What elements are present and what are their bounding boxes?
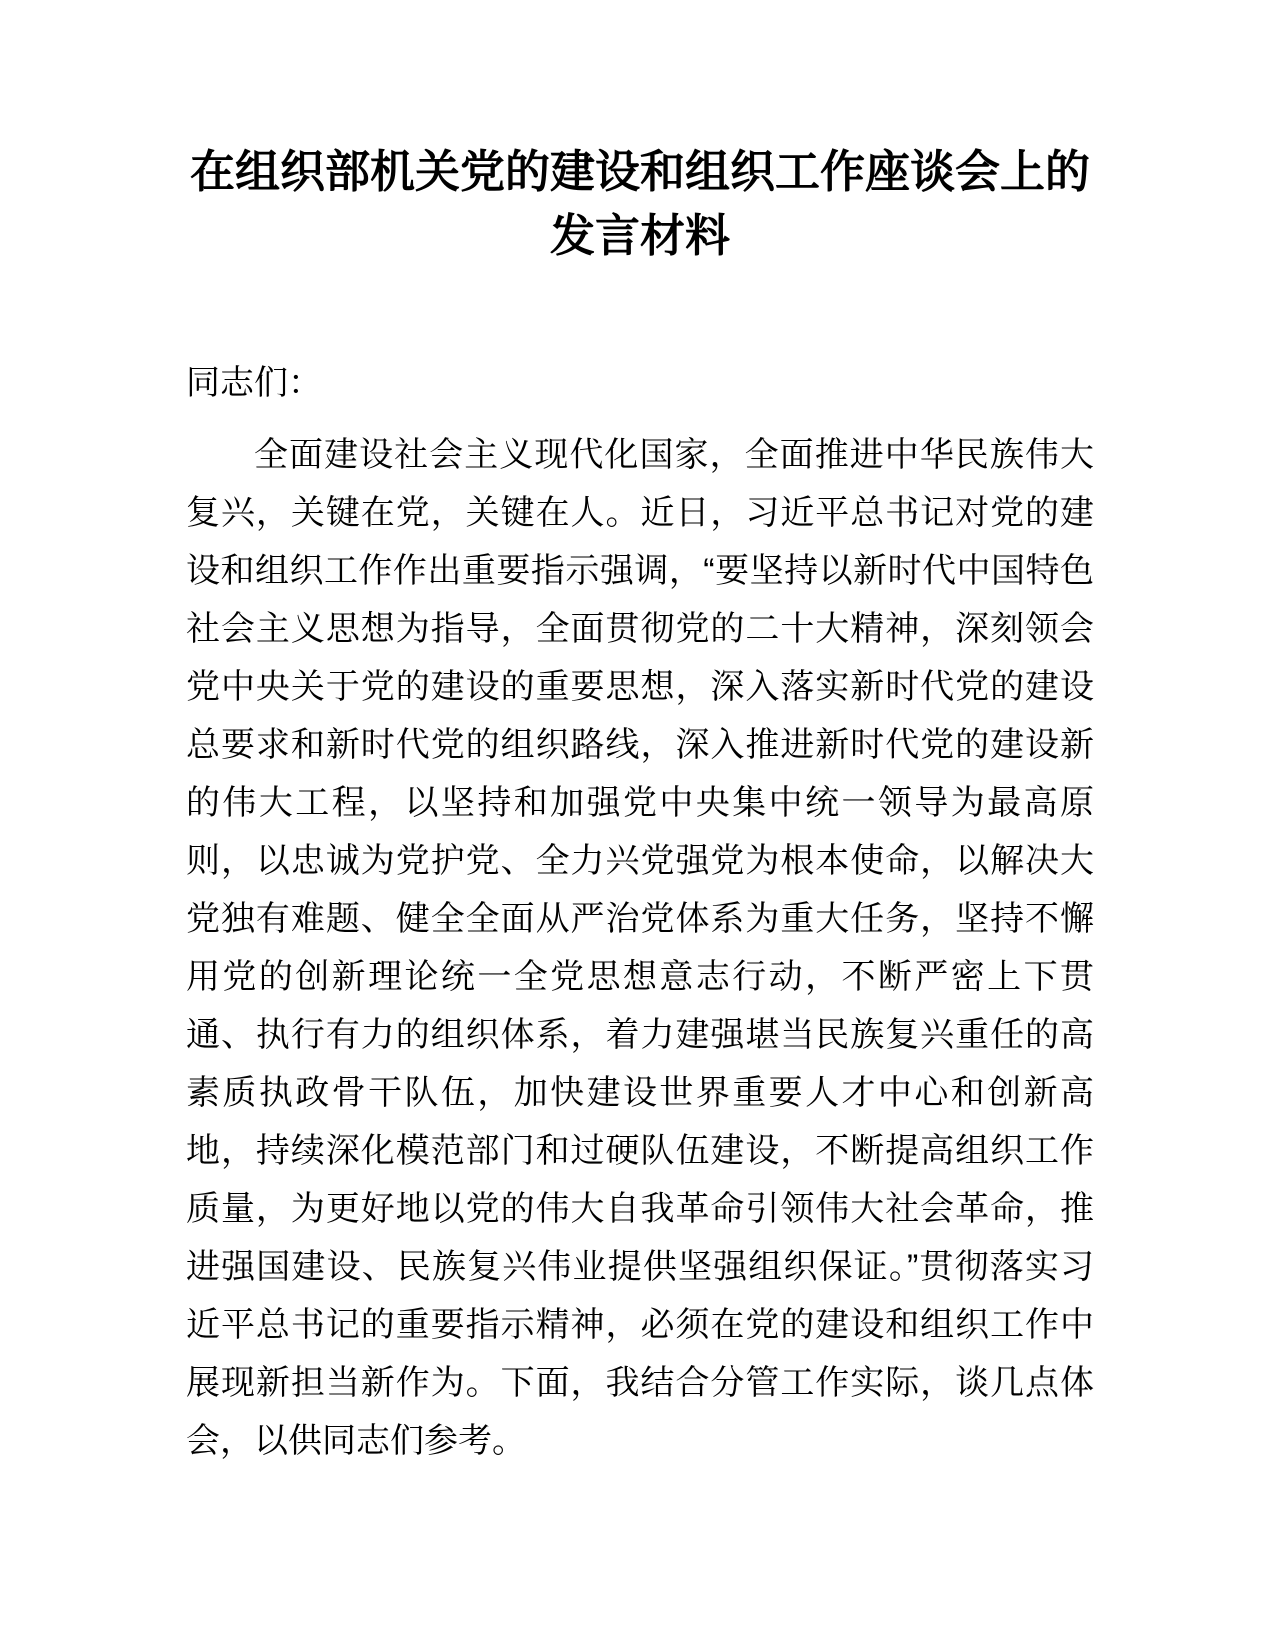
body-paragraph: 全面建设社会主义现代化国家，全面推进中华民族伟大复兴，关键在党，关键在人。近日，习近平总书记对党的建设和组织工作作出重要指示强调，“要坚持以新时代中国特色社会主义思想为指导，全面贯彻党的二十大精神，深刻领会党中央关于党的建设的重要思想，深入落实新时代党的建设总要求和新时代党的组织路线，深入推进新时代党的建设新的伟大工程，以坚持和加强党中央集中统一领导为最高原则，以忠诚为党护党、全力兴党强党为根本使命，以解决大党独有难题、健全全面从严治党体系为重大任务，坚持不懈用党的创新理论统一全党思想意志行动，不断严密上下贯通、执行有力的组织体系，着力建强堪当民族复兴重任的高素质执政骨干队伍，加快建设世界重要人才中心和创新高地，持续深化模范部门和过硬队伍建设，不断提高组织工作质量，为更好地以党的伟大自我革命引领伟大社会革命，推进强国建设、民族复兴伟业提供坚强组织保证。”贯彻落实习近平总书记的重要指示精神，必须在党的建设和组织工作中展现新担当新作为。下面，我结合分管工作实际，谈几点体会，以供同志们参考。 [186,436,1094,1460]
document-title-line-2: 发言材料 [549,210,730,261]
document-title-line-1: 在组织部机关党的建设和组织工作座谈会上的 [189,146,1090,197]
document-title [186,0,1094,268]
salutation: 同志们： [186,364,322,402]
